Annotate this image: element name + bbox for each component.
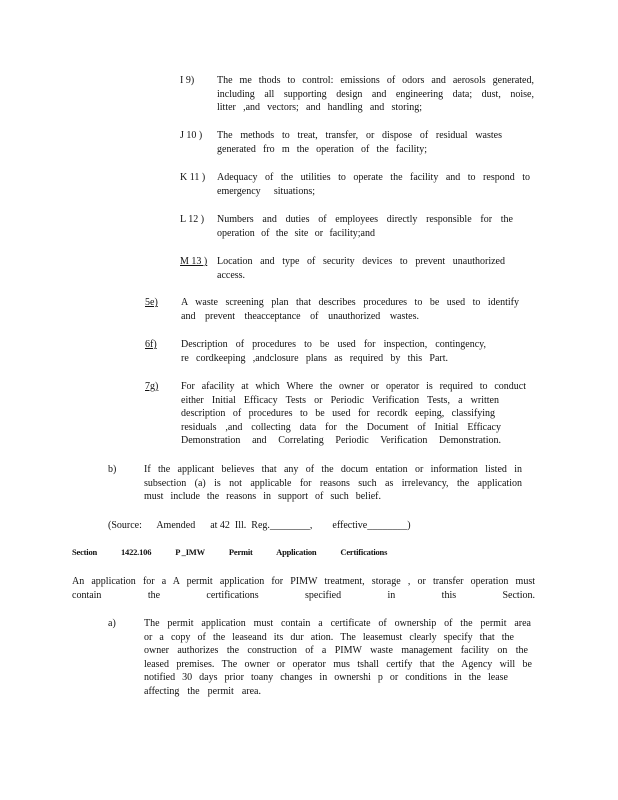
item-label: 6f) (145, 339, 157, 350)
item-text: The methods to treat, transfer, or dispose of residual wastes generated fro m the operation of the facility; (217, 130, 502, 155)
source-note: (Source: Amended at 42 Ill. Reg.________, effective________) (108, 520, 411, 531)
item-label: b) (108, 464, 117, 475)
section-heading: Section 1422.106 P _IMW Permit Application Certifications (72, 547, 388, 557)
item-text: The permit application must contain a certificate of ownership of the permit area or a copy of the leaseand its dur ation. The leasemust clearly specify that the owner authorizes the construction of a PIMW waste management facility on the leased premises. The owner or operator mus tshall certify that the Agency will be notified 30 days prior toany changes in ownershi p or conditions in the lease affecting the permit area. (144, 618, 532, 697)
intro-paragraph: An application for a A permit application for PIMW treatment, storage , or transfer operation must contain the certifications specified in this Section. (72, 576, 535, 601)
item-label: 7g) (145, 381, 159, 392)
item-label: M 13 ) (180, 256, 208, 267)
item-text: The me thods to control: emissions of odors and aerosols generated, including all supporting design and engineering data; dust, noise, litter ,and vectors; and handling and storing; (217, 75, 534, 113)
item-text: A waste screening plan that describes procedures to be used to identify and prevent theacceptance of unauthorized wastes. (181, 297, 519, 322)
item-text: Adequacy of the utilities to operate the facility and to respond to emergency situations; (217, 172, 530, 197)
item-text: If the applicant believes that any of the docum entation or information listed in subsection (a) is not applicable for reasons such as irrelevancy, the application must include the reasons in support of such belief. (144, 464, 522, 502)
item-label: J 10 ) (180, 130, 203, 141)
item-text: For afacility at which Where the owner or operator is required to conduct either Initial Efficacy Tests or Periodic Verification Tests, a written description of procedures to be used for recordk eeping, classifying residuals ,and collecting data for the Document of Initial Efficacy Demonstration and Correlating Periodic Verification Demonstration. (181, 381, 526, 446)
item-label: L 12 ) (180, 214, 205, 225)
item-label: K 11 ) (180, 172, 206, 183)
item-text: Location and type of security devices to prevent unauthorized access. (217, 256, 505, 281)
item-label: 5e) (145, 297, 158, 308)
item-text: Description of procedures to be used for inspection, contingency, re cordkeeping ,andclosure plans as required by this Part. (181, 339, 486, 364)
item-label: I 9) (180, 75, 195, 86)
item-label: a) (108, 618, 116, 629)
item-text: Numbers and duties of employees directly responsible for the operation of the site or facility;and (217, 214, 513, 239)
